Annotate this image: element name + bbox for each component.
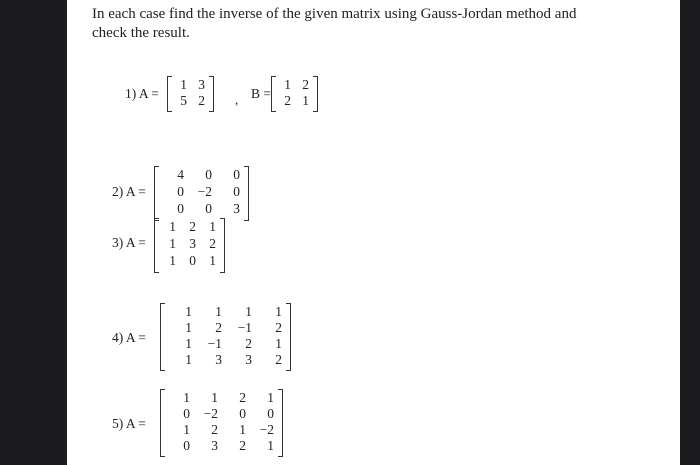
problem-4-matrix	[160, 303, 292, 371]
matrix-entry: 2	[198, 93, 205, 108]
matrix-entry: 0	[267, 406, 274, 421]
matrix-entry: 1	[185, 320, 192, 335]
matrix-entry: 1	[267, 390, 274, 405]
matrix-entry: 2	[209, 236, 216, 251]
problem-2-label: 2) A =	[112, 184, 146, 199]
matrix-entry: 0	[177, 201, 184, 216]
matrix-entry: 0	[183, 406, 190, 421]
matrix-entry: 1	[267, 438, 274, 453]
problem-4-label: 4) A =	[112, 330, 146, 345]
matrix-entry: 2	[239, 438, 246, 453]
matrix-entry: 1	[169, 253, 176, 268]
matrix-entry: 1	[185, 352, 192, 367]
problem-3-label: 3) A =	[112, 235, 146, 250]
matrix-entry: 2	[239, 390, 246, 405]
matrix-entry: 1	[302, 93, 309, 108]
matrix-entry: 3	[189, 236, 196, 251]
matrix-entry: 1	[211, 390, 218, 405]
instructions	[92, 5, 652, 43]
matrix-entry: 2	[189, 219, 196, 234]
right-bracket	[244, 166, 249, 221]
matrix-entry: −1	[207, 336, 222, 351]
matrix-entry: 0	[205, 167, 212, 182]
right-bracket	[286, 303, 291, 371]
matrix-entry: 2	[275, 320, 282, 335]
matrix-entry: 0	[233, 167, 240, 182]
problem-1b-label: B =	[251, 86, 271, 101]
matrix-entry: 2	[302, 77, 309, 92]
problem-2-matrix	[154, 166, 250, 221]
matrix-entry: 0	[189, 253, 196, 268]
matrix-entry: 1	[185, 304, 192, 319]
right-bracket	[278, 389, 283, 457]
left-bracket	[154, 218, 159, 273]
matrix-entry: 0	[183, 438, 190, 453]
matrix-entry: 2	[215, 320, 222, 335]
matrix-entry: 2	[284, 93, 291, 108]
matrix-entry: 3	[233, 201, 240, 216]
problem-1-label: 1) A =	[125, 86, 159, 101]
matrix-entry: 0	[205, 201, 212, 216]
matrix-entry: −1	[237, 320, 252, 335]
matrix-entry: 1	[183, 390, 190, 405]
instructions-line-2: check the result.	[92, 25, 190, 41]
matrix-entry: 1	[180, 77, 187, 92]
matrix-entry: 1	[284, 77, 291, 92]
matrix-entry: 1	[183, 422, 190, 437]
matrix-entry: 0	[177, 184, 184, 199]
matrix-entry: 1	[275, 304, 282, 319]
matrix-entry: 2	[245, 336, 252, 351]
problem-5-matrix	[160, 389, 284, 457]
matrix-entry: 1	[209, 253, 216, 268]
matrix-entry: 1	[169, 236, 176, 251]
matrix-entry: 4	[177, 167, 184, 182]
matrix-entry: 2	[275, 352, 282, 367]
matrix-entry: 1	[275, 336, 282, 351]
left-bracket	[167, 76, 172, 112]
matrix-entry: 3	[215, 352, 222, 367]
matrix-entry: −2	[259, 422, 274, 437]
matrix-entry: −2	[203, 406, 218, 421]
problem-3-matrix	[154, 218, 226, 273]
right-bracket	[220, 218, 225, 273]
problem-1-matrix	[167, 76, 215, 112]
matrix-entry: 1	[209, 219, 216, 234]
matrix-entry: −2	[197, 184, 212, 199]
matrix-entry: 1	[215, 304, 222, 319]
problem-1b-matrix	[271, 76, 319, 112]
right-bracket	[313, 76, 318, 112]
problem-5-label: 5) A =	[112, 416, 146, 431]
matrix-entry: 1	[169, 219, 176, 234]
instructions-line-1: In each case find the inverse of the given matrix using Gauss-Jordan method and	[92, 6, 577, 22]
matrix-entry: 3	[245, 352, 252, 367]
comma-separator: ,	[235, 92, 239, 107]
matrix-entry: 3	[198, 77, 205, 92]
right-bracket	[209, 76, 214, 112]
matrix-entry: 1	[185, 336, 192, 351]
matrix-entry: 1	[239, 422, 246, 437]
matrix-entry: 1	[245, 304, 252, 319]
matrix-entry: 5	[180, 93, 187, 108]
left-bracket	[271, 76, 276, 112]
left-bracket	[160, 389, 165, 457]
matrix-entry: 3	[211, 438, 218, 453]
matrix-entry: 0	[233, 184, 240, 199]
left-bracket	[160, 303, 165, 371]
left-bracket	[154, 166, 159, 221]
matrix-entry: 0	[239, 406, 246, 421]
worksheet	[67, 0, 680, 465]
matrix-entry: 2	[211, 422, 218, 437]
